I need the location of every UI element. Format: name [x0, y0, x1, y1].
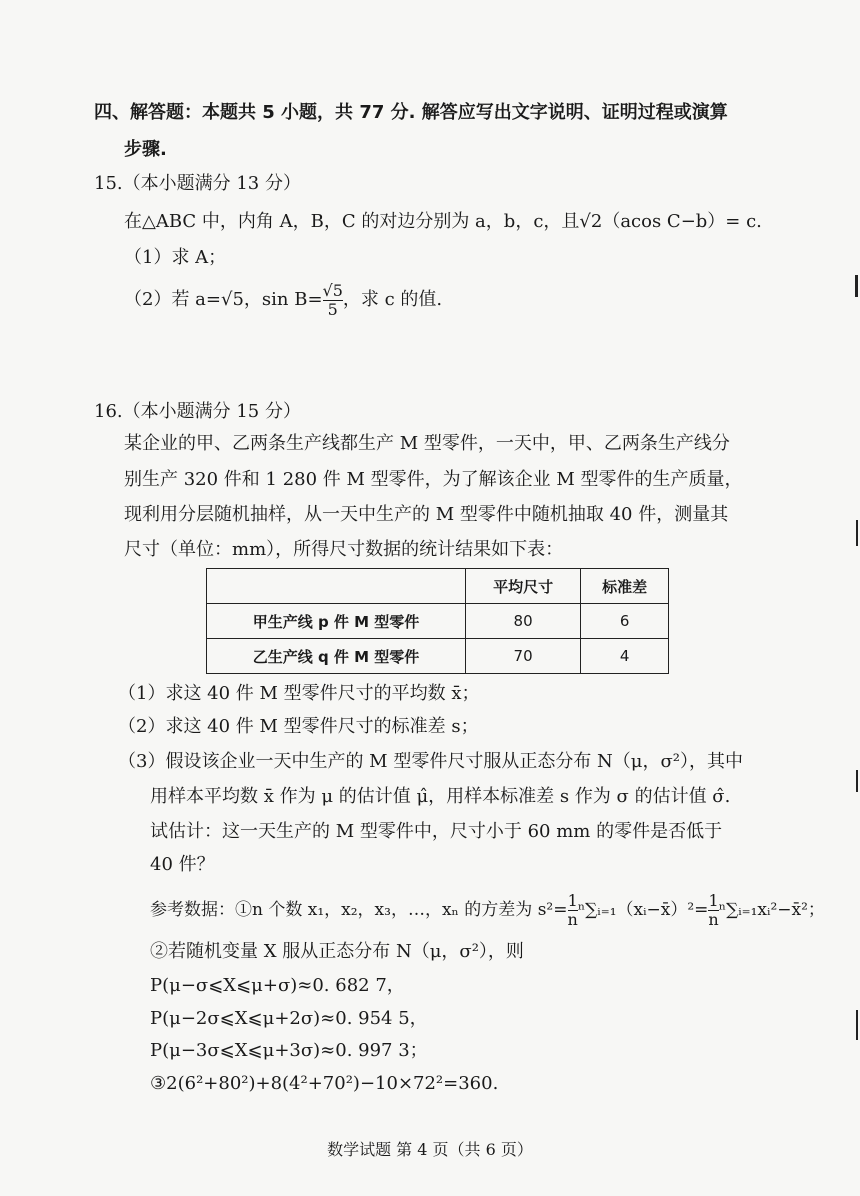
table-cell-sd: 6 — [581, 604, 669, 639]
q16-reference-2: ②若随机变量 X 服从正态分布 N（μ，σ²），则 — [150, 941, 524, 962]
table-header-cell — [207, 569, 466, 604]
q15-title: 15.（本小题满分 13 分） — [94, 173, 301, 194]
scan-edge-mark — [856, 1010, 858, 1040]
ref-frac2-den: n — [708, 910, 719, 929]
q16-stem-line4: 尺寸（单位：mm），所得尺寸数据的统计结果如下表： — [124, 539, 564, 560]
scan-edge-mark — [855, 275, 858, 297]
ref-frac2-num: 1 — [708, 891, 719, 910]
q16-reference-2-p2: P(μ−2σ⩽X⩽μ+2σ)≈0. 954 5， — [150, 1008, 428, 1029]
q15-part2-suffix: ，求 c 的值. — [342, 289, 443, 310]
q16-part2: （2）求这 40 件 M 型零件尺寸的标准差 s； — [118, 716, 479, 737]
table-cell-mean: 70 — [466, 639, 581, 674]
q16-stem-line3: 现利用分层随机抽样，从一天中生产的 M 型零件中随机抽取 40 件，测量其 — [124, 504, 729, 525]
ref-mid: ⁿ∑ᵢ₌₁（xᵢ−x̄）²= — [577, 900, 709, 920]
q15-part2-prefix: （2）若 a=√5，sin B= — [124, 289, 323, 310]
table-row-label: 乙生产线 q 件 M 型零件 — [207, 639, 466, 674]
scan-edge-mark — [856, 520, 858, 546]
section-header-line1: 四、解答题：本题共 5 小题，共 77 分. 解答应写出文字说明、证明过程或演算 — [94, 102, 728, 123]
q16-part3-line3: 试估计：这一天生产的 M 型零件中，尺寸小于 60 mm 的零件是否低于 — [150, 821, 723, 842]
q16-stem-line2: 别生产 320 件和 1 280 件 M 型零件，为了解该企业 M 型零件的生产质量， — [124, 469, 743, 490]
statistics-table — [206, 568, 669, 674]
q15-stem: 在△ABC 中，内角 A，B，C 的对边分别为 a，b，c，且√2（acos C−b）= c. — [124, 211, 762, 232]
q16-part3-line2: 用样本平均数 x̄ 作为 μ 的估计值 μ̂，用样本标准差 s 作为 σ 的估计值 σ̂. — [150, 786, 731, 807]
q15-part2-fraction — [323, 282, 343, 319]
q16-reference-3: ③2(6²+80²)+8(4²+70²)−10×72²=360. — [150, 1073, 499, 1094]
page-footer: 数学试题 第 4 页（共 6 页） — [327, 1140, 533, 1159]
q15-frac-den: 5 — [323, 300, 343, 319]
table-cell-mean: 80 — [466, 604, 581, 639]
ref-end: ⁿ∑ᵢ₌₁xᵢ²−x̄²； — [718, 900, 825, 920]
q16-part1: （1）求这 40 件 M 型零件尺寸的平均数 x̄； — [118, 683, 480, 704]
ref-frac-den: n — [567, 910, 578, 929]
table-row — [207, 604, 669, 639]
q16-part3-line1: （3）假设该企业一天中生产的 M 型零件尺寸服从正态分布 N（μ，σ²），其中 — [118, 751, 743, 772]
ref-fraction-2 — [708, 892, 718, 929]
table-row — [207, 639, 669, 674]
q15-part1: （1）求 A； — [124, 247, 227, 268]
q16-reference-2-p1: P(μ−σ⩽X⩽μ+σ)≈0. 682 7， — [150, 975, 405, 996]
q16-reference-1 — [150, 890, 825, 930]
table-cell-sd: 4 — [581, 639, 669, 674]
q15-frac-num: √5 — [322, 280, 343, 300]
q16-part3-line4: 40 件？ — [150, 854, 215, 875]
section-header-line2: 步骤. — [124, 139, 167, 160]
table-header-cell: 平均尺寸 — [466, 569, 581, 604]
q16-title: 16.（本小题满分 15 分） — [94, 401, 301, 422]
q16-reference-2-p3: P(μ−3σ⩽X⩽μ+3σ)≈0. 997 3； — [150, 1040, 428, 1061]
ref-fraction-1 — [568, 892, 578, 929]
q15-part2 — [124, 280, 442, 320]
q16-stem-line1: 某企业的甲、乙两条生产线都生产 M 型零件，一天中，甲、乙两条生产线分 — [124, 433, 730, 454]
ref-prefix: 参考数据：①n 个数 x₁，x₂，x₃，…，xₙ 的方差为 s²= — [150, 900, 568, 920]
table-header-row — [207, 569, 669, 604]
ref-frac-num: 1 — [567, 891, 578, 910]
table-row-label: 甲生产线 p 件 M 型零件 — [207, 604, 466, 639]
scan-edge-mark — [856, 770, 858, 792]
table-header-cell: 标准差 — [581, 569, 669, 604]
